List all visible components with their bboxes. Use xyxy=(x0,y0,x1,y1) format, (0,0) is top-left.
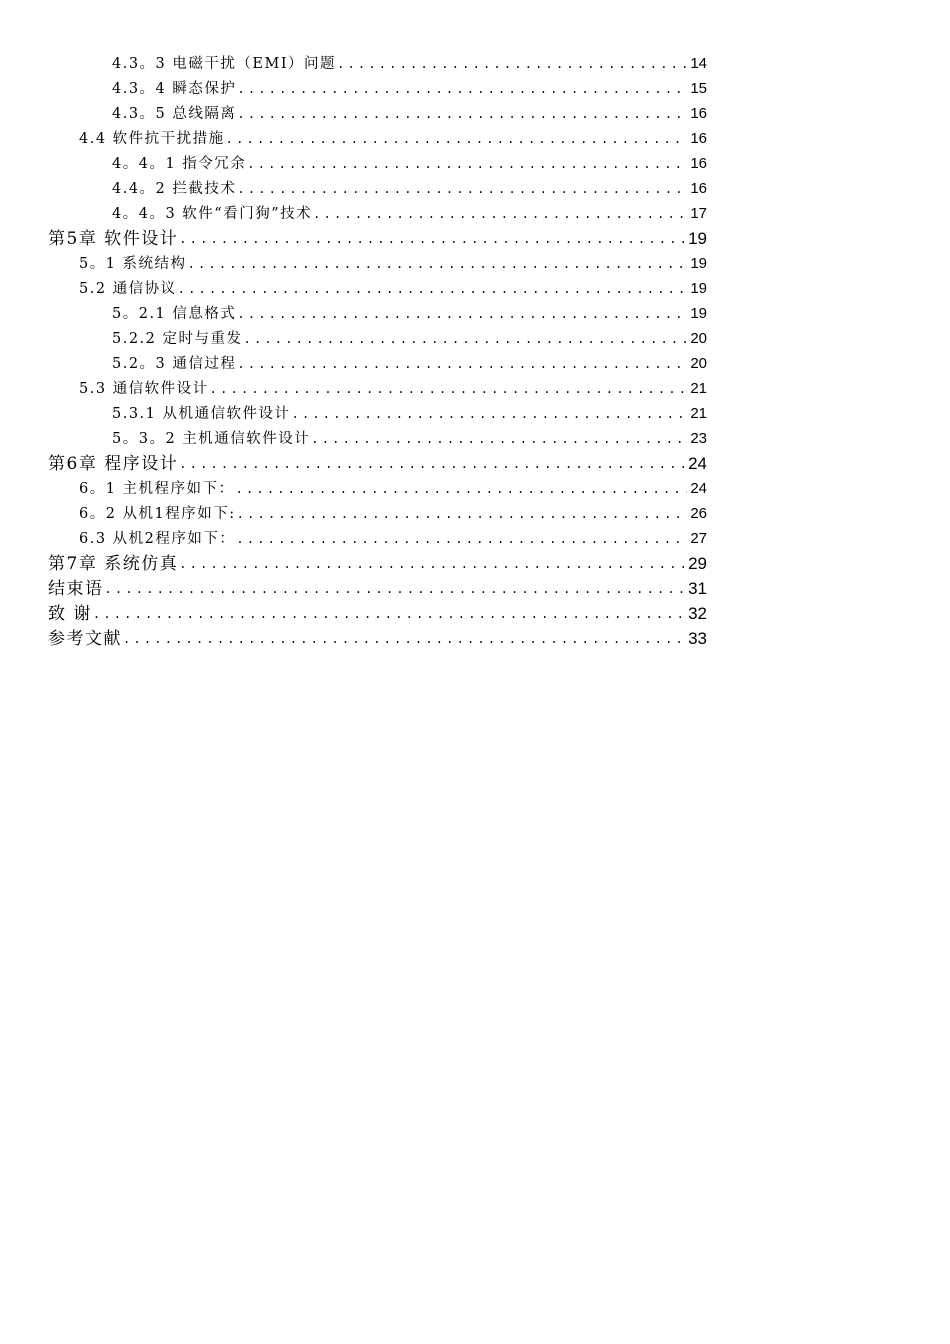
toc-entry-label: 6.3 从机2程序如下： xyxy=(79,531,236,547)
toc-leader-dots xyxy=(247,154,687,174)
toc-entry[interactable] xyxy=(112,300,707,324)
toc-entry[interactable] xyxy=(79,275,707,299)
toc-leader-dots xyxy=(105,579,686,599)
toc-entry-label: 第5章 软件设计 xyxy=(48,229,179,249)
toc-entry-label: 第6章 程序设计 xyxy=(48,454,179,474)
toc-entry-page: 31 xyxy=(688,579,707,598)
toc-entry-page: 19 xyxy=(688,229,707,248)
toc-entry-label: 4。4。1 指令冗余 xyxy=(112,156,247,172)
toc-entry-page: 14 xyxy=(690,55,707,72)
toc-entry-label: 4。4。3 软件“看门狗”技术 xyxy=(112,206,313,222)
toc-entry-label: 5。1 系统结构 xyxy=(79,256,187,272)
toc-entry-page: 19 xyxy=(690,255,707,272)
toc-leader-dots xyxy=(188,254,688,274)
toc-leader-dots xyxy=(179,554,685,574)
toc-entry-label: 第7章 系统仿真 xyxy=(48,554,179,574)
toc-leader-dots xyxy=(237,104,687,124)
toc-leader-dots xyxy=(337,54,687,74)
toc-entry-page: 21 xyxy=(690,405,707,422)
toc-entry[interactable] xyxy=(112,400,707,424)
toc-entry-label: 5.2。3 通信过程 xyxy=(112,356,237,372)
toc-entry-label: 6。2 从机1程序如下: xyxy=(79,506,236,522)
toc-entry-label: 参考文献 xyxy=(48,629,122,649)
toc-entry[interactable] xyxy=(79,475,707,499)
toc-entry-label: 致 谢 xyxy=(48,604,92,624)
toc-entry-page: 27 xyxy=(690,530,707,547)
toc-entry[interactable] xyxy=(112,325,707,349)
toc-entry-label: 6。1 主机程序如下： xyxy=(79,481,235,497)
toc-entry-chapter[interactable] xyxy=(48,575,707,599)
toc-entry[interactable] xyxy=(112,75,707,99)
toc-entry-label: 5。3。2 主机通信软件设计 xyxy=(112,431,311,447)
toc-entry[interactable] xyxy=(112,350,707,374)
toc-leader-dots xyxy=(244,329,688,349)
toc-entry-page: 19 xyxy=(690,280,707,297)
toc-leader-dots xyxy=(311,429,687,449)
toc-entry-page: 29 xyxy=(688,554,707,573)
toc-entry[interactable] xyxy=(112,425,707,449)
toc-entry-label: 4.3。5 总线隔离 xyxy=(112,106,237,122)
toc-entry-chapter[interactable] xyxy=(48,225,707,249)
toc-leader-dots xyxy=(237,354,687,374)
toc-entry-page: 20 xyxy=(690,355,707,372)
toc-entry-page: 16 xyxy=(690,130,707,147)
toc-entry-label: 结束语 xyxy=(48,579,104,599)
toc-entry-page: 15 xyxy=(690,80,707,97)
toc-leader-dots xyxy=(93,604,685,624)
toc-entry-page: 24 xyxy=(690,480,707,497)
toc-leader-dots xyxy=(210,379,688,399)
toc-leader-dots xyxy=(236,529,687,549)
toc-leader-dots xyxy=(179,454,685,474)
toc-entry-page: 16 xyxy=(690,105,707,122)
toc-entry[interactable] xyxy=(79,375,707,399)
toc-entry-label: 4.4 软件抗干扰措施 xyxy=(79,131,225,147)
toc-entry-chapter[interactable] xyxy=(48,600,707,624)
toc-leader-dots xyxy=(178,279,688,299)
toc-leader-dots xyxy=(237,504,688,524)
toc-entry-page: 17 xyxy=(690,205,707,222)
toc-leader-dots xyxy=(236,479,688,499)
toc-entry-chapter[interactable] xyxy=(48,625,707,649)
toc-entry-page: 16 xyxy=(690,180,707,197)
toc-entry[interactable] xyxy=(79,525,707,549)
toc-entry[interactable] xyxy=(112,200,707,224)
toc-entry-page: 19 xyxy=(690,305,707,322)
toc-entry[interactable] xyxy=(79,500,707,524)
toc-leader-dots xyxy=(292,404,688,424)
toc-entry-label: 5.3 通信软件设计 xyxy=(79,381,209,397)
toc-entry-label: 5.2 通信协议 xyxy=(79,281,177,297)
toc-entry-label: 4.3。3 电磁干扰（EMI）问题 xyxy=(112,56,337,72)
toc-entry-page: 32 xyxy=(688,604,707,623)
toc-entry-label: 5。2.1 信息格式 xyxy=(112,306,237,322)
toc-entry-chapter[interactable] xyxy=(48,450,707,474)
toc-entry-page: 16 xyxy=(690,155,707,172)
toc-entry-page: 20 xyxy=(690,330,707,347)
toc-entry[interactable] xyxy=(112,150,707,174)
toc-entry-label: 5.3.1 从机通信软件设计 xyxy=(112,406,291,422)
toc-entry[interactable] xyxy=(79,125,707,149)
toc-entry-chapter[interactable] xyxy=(48,550,707,574)
toc-entry-page: 23 xyxy=(690,430,707,447)
toc-entry-page: 26 xyxy=(690,505,707,522)
toc-leader-dots xyxy=(237,304,687,324)
toc-leader-dots xyxy=(123,629,685,649)
toc-entry[interactable] xyxy=(112,100,707,124)
toc-entry-page: 33 xyxy=(688,629,707,648)
toc-leader-dots xyxy=(226,129,688,149)
toc-entry-label: 5.2.2 定时与重发 xyxy=(112,331,243,347)
toc-entry[interactable] xyxy=(79,250,707,274)
toc-leader-dots xyxy=(179,229,685,249)
toc-entry-page: 21 xyxy=(690,380,707,397)
toc-entry-label: 4.4。2 拦截技术 xyxy=(112,181,237,197)
toc-entry[interactable] xyxy=(112,175,707,199)
toc-leader-dots xyxy=(237,79,687,99)
toc-entry-label: 4.3。4 瞬态保护 xyxy=(112,81,237,97)
toc-leader-dots xyxy=(237,179,687,199)
toc-entry-page: 24 xyxy=(688,454,707,473)
toc-leader-dots xyxy=(313,204,687,224)
toc-entry[interactable] xyxy=(112,50,707,74)
